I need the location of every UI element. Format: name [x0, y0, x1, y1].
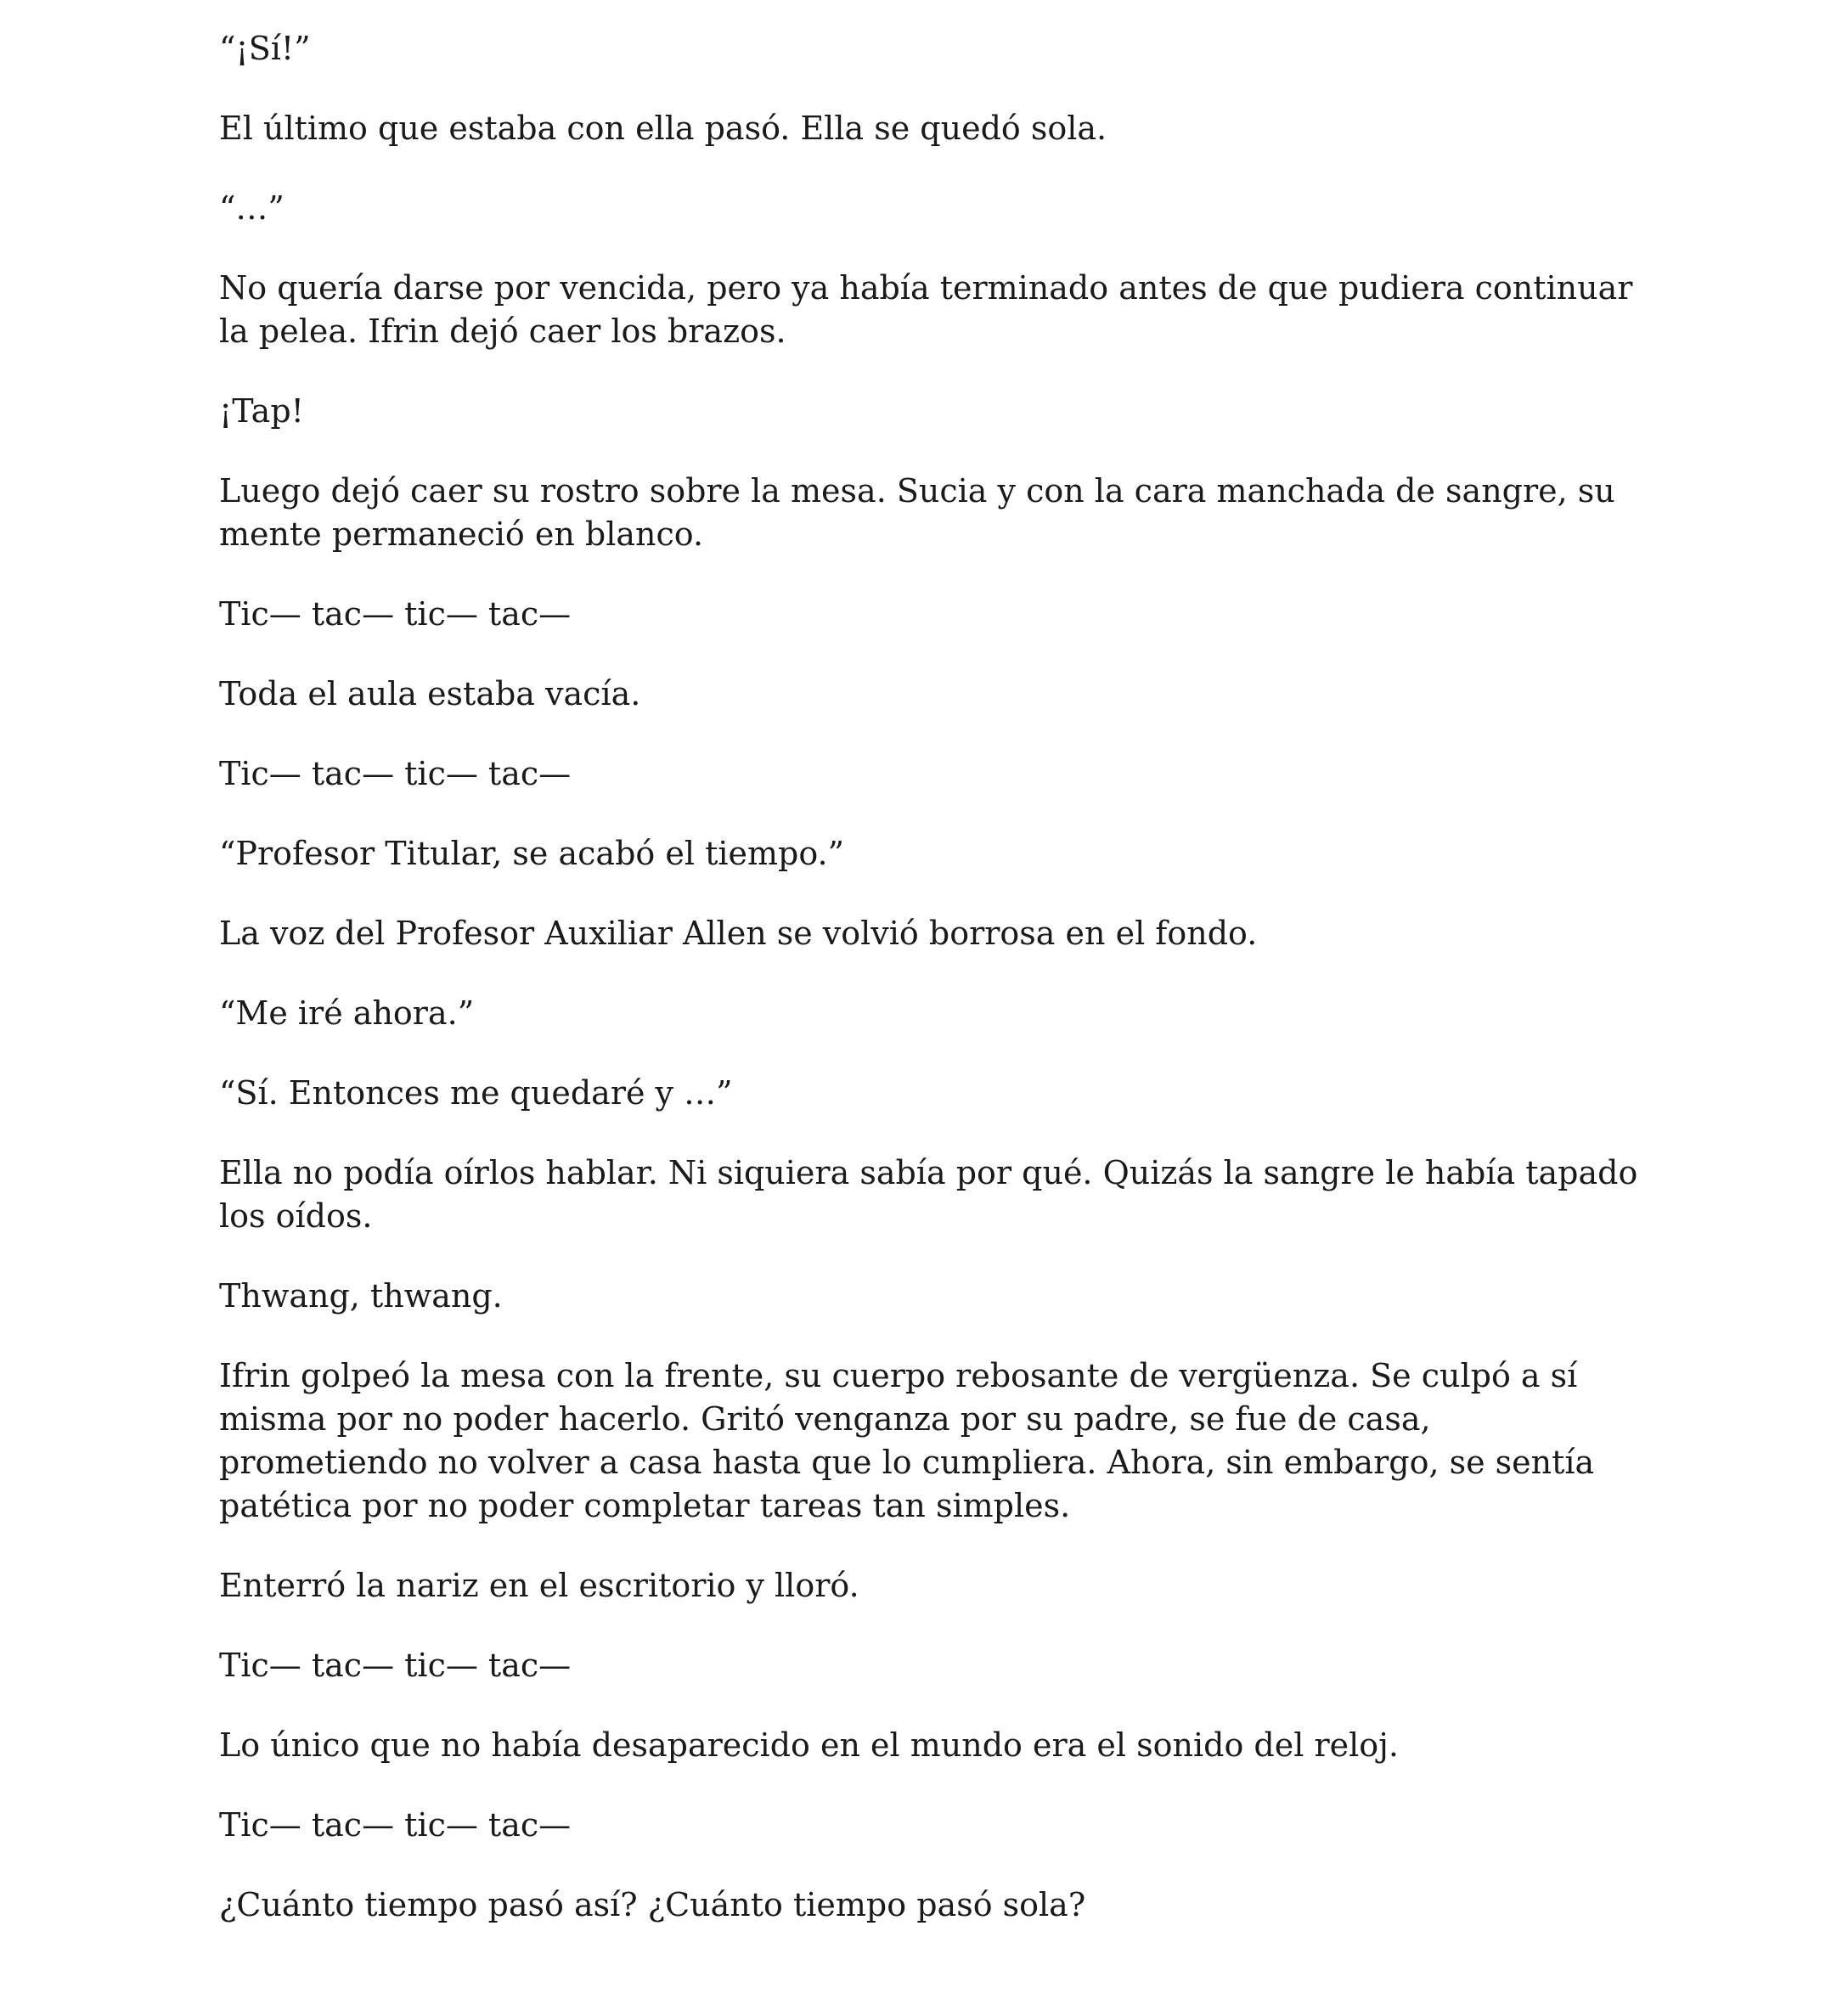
paragraph: “¡Sí!” — [219, 30, 311, 67]
paragraph: Tic— tac— tic— tac— — [219, 755, 572, 792]
document-page — [219, 27, 1646, 1963]
paragraph: Luego dejó caer su rostro sobre la mesa. Sucia y con la cara manchada de sangre, su mente permaneció en blanco. — [219, 472, 1615, 553]
paragraph: Lo único que no había desaparecido en el mundo era el sonido del reloj. — [219, 1726, 1400, 1764]
paragraph: “Profesor Titular, se acabó el tiempo.” — [219, 835, 845, 872]
paragraph: No quería darse por vencida, pero ya había terminado antes de que pudiera continuar la pelea. Ifrin dejó caer los brazos. — [219, 269, 1633, 350]
paragraph: Tic— tac— tic— tac— — [219, 1806, 572, 1844]
paragraph: Enterró la nariz en el escritorio y lloró. — [219, 1567, 859, 1604]
paragraph: Ifrin golpeó la mesa con la frente, su cuerpo rebosante de vergüenza. Se culpó a sí misma por no poder hacerlo. Gritó venganza por su padre, se fue de casa, prometiendo no volver a casa hasta que lo cumpliera. Ahora, sin embargo, se sentía patética por no poder completar tareas tan simples. — [219, 1357, 1595, 1524]
paragraph: “Sí. Entonces me quedaré y …” — [219, 1074, 733, 1112]
paragraph: El último que estaba con ella pasó. Ella se quedó sola. — [219, 110, 1107, 147]
paragraph: ¿Cuánto tiempo pasó así? ¿Cuánto tiempo pasó sola? — [219, 1886, 1086, 1923]
paragraph: “…” — [219, 189, 285, 227]
paragraph: ¡Tap! — [219, 392, 304, 430]
paragraph: Thwang, thwang. — [219, 1277, 503, 1315]
paragraph: Tic— tac— tic— tac— — [219, 595, 572, 633]
paragraph: “Me iré ahora.” — [219, 994, 475, 1032]
paragraph: Toda el aula estaba vacía. — [219, 675, 641, 712]
paragraph: Tic— tac— tic— tac— — [219, 1647, 572, 1684]
paragraph: Ella no podía oírlos hablar. Ni siquiera sabía por qué. Quizás la sangre le había tapado los oídos. — [219, 1154, 1638, 1235]
paragraph: La voz del Profesor Auxiliar Allen se volvió borrosa en el fondo. — [219, 915, 1258, 952]
